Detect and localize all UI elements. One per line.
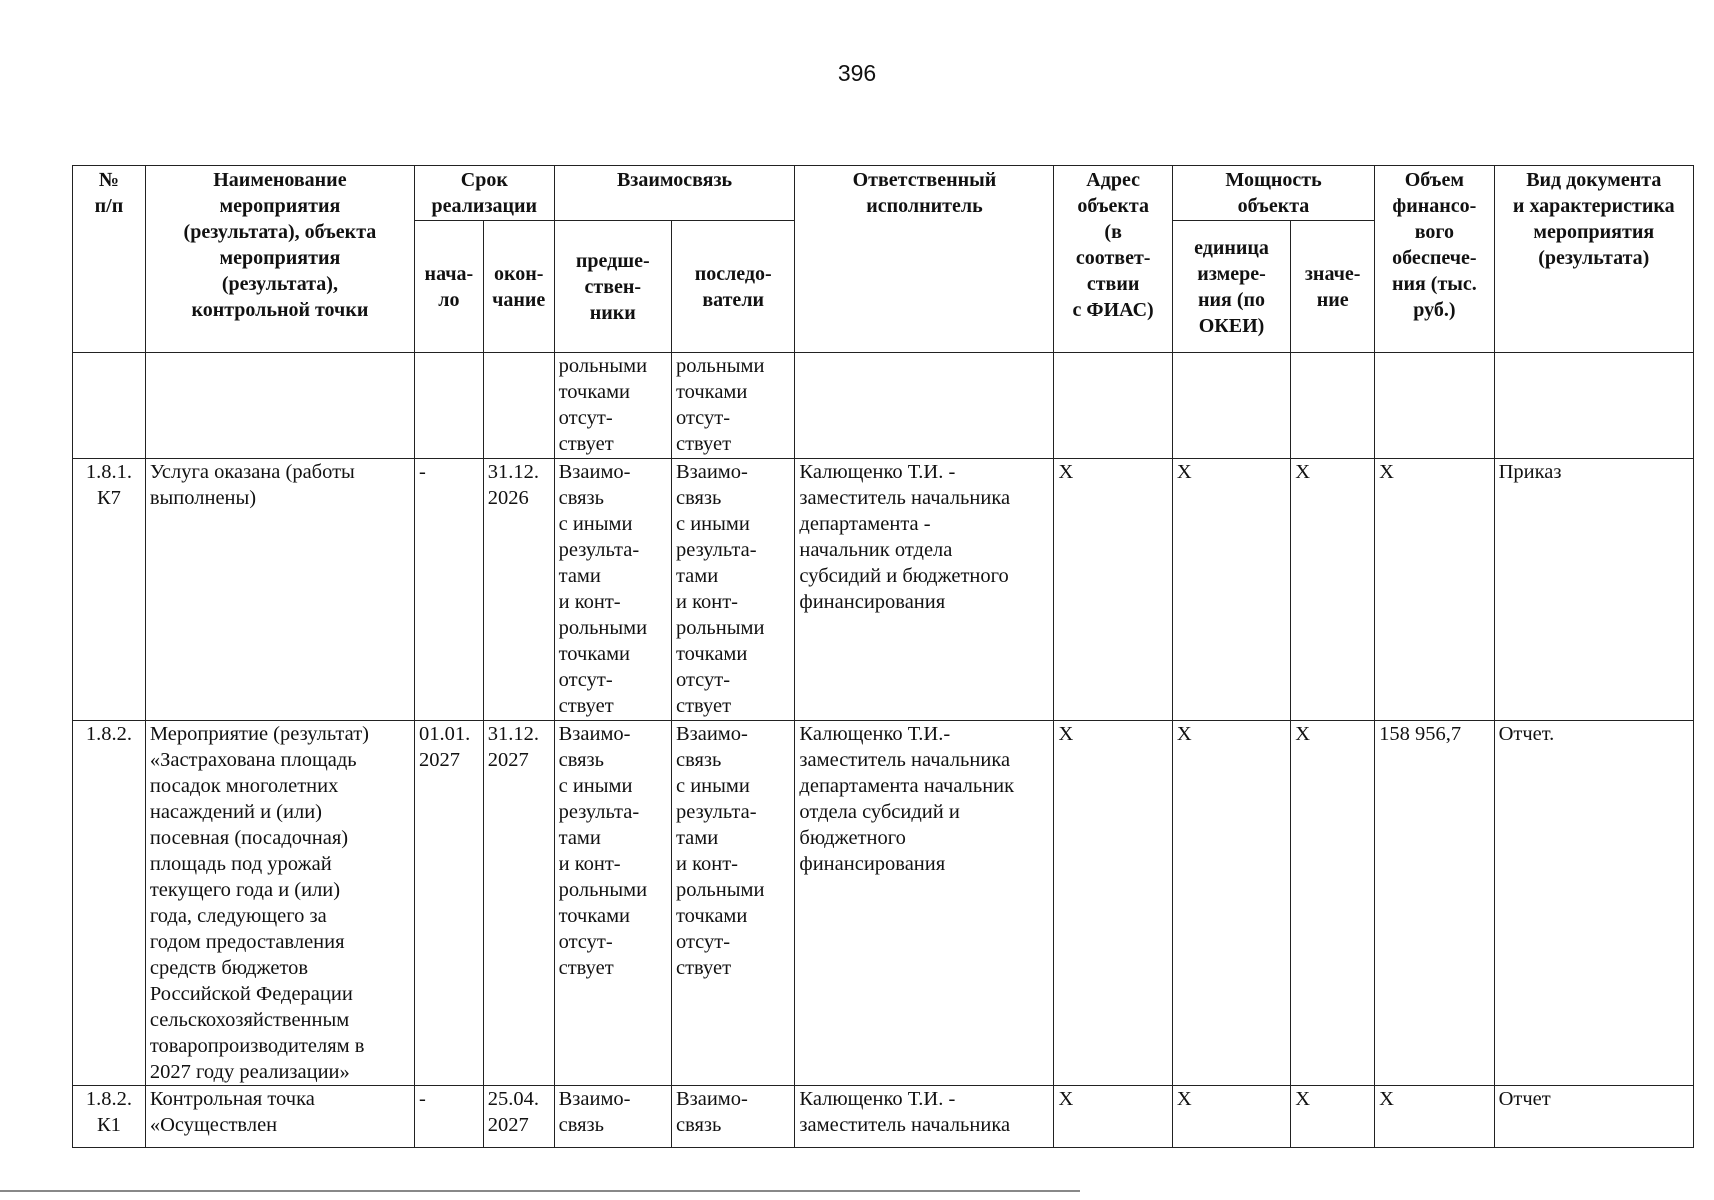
table-row — [73, 721, 1694, 1086]
row-start: - — [414, 459, 483, 721]
header-relation: Взаимосвязь — [554, 166, 795, 221]
row-end — [483, 353, 554, 459]
row-num: 1.8.2. — [73, 721, 146, 1086]
row-funding — [1375, 353, 1494, 459]
table-header — [73, 166, 1694, 353]
row-value: X — [1291, 1086, 1375, 1148]
row-doc — [1494, 353, 1693, 459]
table-row — [73, 353, 1694, 459]
row-funding: X — [1375, 459, 1494, 721]
row-predecessors: рольными точками отсут- ствует — [554, 353, 671, 459]
row-num: 1.8.2. К1 — [73, 1086, 146, 1148]
page-number: 396 — [837, 60, 877, 86]
row-name: Контрольная точка «Осуществлен — [145, 1086, 414, 1148]
row-funding: 158 956,7 — [1375, 721, 1494, 1086]
table-row — [73, 459, 1694, 721]
header-name: Наименование мероприятия (результата), объекта мероприятия (результата), контрольной точки — [145, 166, 414, 353]
row-funding: X — [1375, 1086, 1494, 1148]
row-value — [1291, 353, 1375, 459]
table-row — [73, 1086, 1694, 1148]
header-address: Адрес объекта (в соответ- ствии с ФИАС) — [1054, 166, 1172, 353]
row-doc: Отчет — [1494, 1086, 1693, 1148]
row-successors: Взаимо- связь с иными результа- тами и конт- рольными точками отсут- ствует — [671, 721, 794, 1086]
row-executor: Калющенко Т.И. - заместитель начальника департамента - начальник отдела субсидий и бюджетного финансирования — [795, 459, 1054, 721]
row-unit: X — [1172, 459, 1290, 721]
row-doc: Отчет. — [1494, 721, 1693, 1086]
header-successors: последо- ватели — [671, 221, 794, 353]
header-executor: Ответственный исполнитель — [795, 166, 1054, 353]
row-start: 01.01. 2027 — [414, 721, 483, 1086]
header-term-end: окон- чание — [483, 221, 554, 353]
header-unit: единица измере- ния (по ОКЕИ) — [1172, 221, 1290, 353]
row-predecessors: Взаимо- связь с иными результа- тами и конт- рольными точками отсут- ствует — [554, 459, 671, 721]
row-successors: Взаимо- связь с иными результа- тами и конт- рольными точками отсут- ствует — [671, 459, 794, 721]
header-value: значе- ние — [1291, 221, 1375, 353]
row-successors: рольными точками отсут- ствует — [671, 353, 794, 459]
header-term: Срок реализации — [414, 166, 554, 221]
row-address: X — [1054, 721, 1172, 1086]
row-doc: Приказ — [1494, 459, 1693, 721]
header-funding: Объем финансо- вого обеспече- ния (тыс. руб.) — [1375, 166, 1494, 353]
row-value: X — [1291, 459, 1375, 721]
row-end: 31.12. 2026 — [483, 459, 554, 721]
row-start — [414, 353, 483, 459]
row-executor: Калющенко Т.И.- заместитель начальника департамента начальник отдела субсидий и бюджетного финансирования — [795, 721, 1054, 1086]
plan-table — [72, 165, 1694, 1148]
row-name — [145, 353, 414, 459]
row-num: 1.8.1. К7 — [73, 459, 146, 721]
row-unit — [1172, 353, 1290, 459]
header-predecessors: предше- ствен- ники — [554, 221, 671, 353]
row-predecessors: Взаимо- связь с иными результа- тами и конт- рольными точками отсут- ствует — [554, 721, 671, 1086]
page-bottom-rule — [0, 1190, 1080, 1192]
row-address — [1054, 353, 1172, 459]
row-address: X — [1054, 459, 1172, 721]
row-name: Услуга оказана (работы выполнены) — [145, 459, 414, 721]
row-unit: X — [1172, 721, 1290, 1086]
row-start: - — [414, 1086, 483, 1148]
row-num — [73, 353, 146, 459]
header-num: № п/п — [73, 166, 146, 353]
row-end: 25.04. 2027 — [483, 1086, 554, 1148]
header-doc: Вид документа и характеристика мероприятия (результата) — [1494, 166, 1693, 353]
row-successors: Взаимо- связь — [671, 1086, 794, 1148]
header-term-start: нача- ло — [414, 221, 483, 353]
row-address: X — [1054, 1086, 1172, 1148]
row-value: X — [1291, 721, 1375, 1086]
row-executor — [795, 353, 1054, 459]
header-capacity: Мощность объекта — [1172, 166, 1374, 221]
row-unit: X — [1172, 1086, 1290, 1148]
row-name: Мероприятие (результат) «Застрахована площадь посадок многолетних насаждений и (или) посевная (посадочная) площадь под урожай текущего года и (или) года, следующего за годом предоставления средств бюджетов Российской Федерации сельскохозяйственным товаропроизводителям в 2027 году реализации» — [145, 721, 414, 1086]
row-end: 31.12. 2027 — [483, 721, 554, 1086]
row-predecessors: Взаимо- связь — [554, 1086, 671, 1148]
row-executor: Калющенко Т.И. - заместитель начальника — [795, 1086, 1054, 1148]
